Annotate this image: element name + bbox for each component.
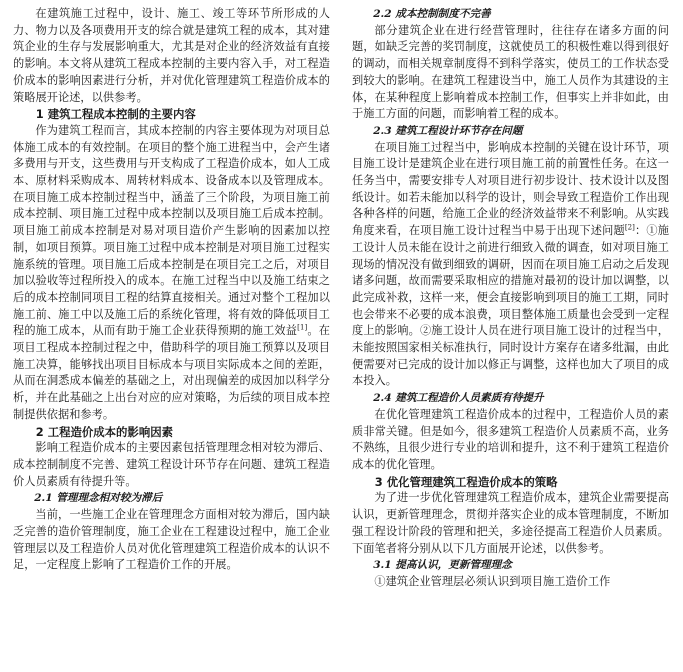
section-3-heading: 3 优化管理建筑工程造价成本的策略 [374, 474, 558, 489]
section-1-text: 作为建筑工程而言，其成本控制的内容主要体现为对项目总体施工成本的有效控制。在项目的整个施工进程当中，会产生诸多费用与开支，这些费用与开支构成了工程造价成本，如人工成本、原材料采购成本、周转材料成本、设备成本以及管理成本。在项目施工成本控制过程当中，涵盖了三个阶段，为项目施工前成本控制、项目施工过程中成本控制以及项目施工后成本控制。项目施工前成本控制是对易对项目造价产生影响的因素加以控制，如项目预算。项目施工过程中成本控制是对项目施工过程实施系统的管理。项目施工后成本控制是在项目完工之后，对项目加以验收等过程所投入的成本。在施工过程当中以及施工结束之后的成本控制同项目工程的结算直接相关。通过对整个工程加以施工前、施工中以及施工后的系统化管理，将有效的降低项目工程的施工成本，从而有助于施工企业获得预期的施工效益 [13, 123, 330, 338]
intro-paragraph: 在建筑施工过程中，设计、施工、竣工等环节所形成的人力、物力以及各项费用开支的综合就是建筑工程的成本，其对建筑企业的生存与发展影响重大，尤其是对企业的经济效益有直接的影响。本文将从建筑工程成本控制的主要内容入手，对工程造价成本的影响因素进行分析，并对优化管理建筑工程造价成本的策略展开论述，以供参考。 [13, 7, 330, 104]
subsection-2-3-text: 在项目施工过程当中，影响成本控制的关键在设计环节，项目施工设计是建筑企业在进行项目施工前的前置性任务。在这一任务当中，需要安排专人对项目进行初步设计、技术设计以及图纸设计。如若未能加以科学的设计，则会导致工程造价工作出现各种各样的问题，给施工企业的经济效益带来不利影响。从实践角度来看，在项目施工设计过程当中易于出现下述问题 [352, 140, 669, 238]
subsection-2-1-paragraph: 当前，一些施工企业在管理理念方面相对较为滞后，国内缺乏完善的造价管理制度，施工企业在工程建设过程中，施工企业管理层以及工程造价人员对优化管理建筑工程造价成本的认识不足，一定程度上影响了工程造价工作的开展。 [13, 508, 330, 572]
section-2-heading: 2 工程造价成本的影响因素 [35, 424, 173, 439]
citation-1: [1] [297, 323, 308, 332]
section-1-text-tail: 。在项目工程成本控制过程之中，借助科学的项目施工预算以及项目施工决算，能够找出项目目标成本与项目实际成本之间的差距，从而在洞悉成本偏差的基础之上，对出现偏差的成因加以科学分析，并在此基础之上出台对应的应对策略，为后续的项目成本控制提供依据和参考。 [13, 324, 330, 421]
subsection-3-1-heading: 3.1 提高认识，更新管理理念 [373, 559, 512, 572]
left-column [13, 6, 330, 574]
subsection-2-4-heading: 2.4 建筑工程造价人员素质有待提升 [373, 392, 544, 405]
right-column [352, 6, 669, 591]
subsection-3-1-paragraph: ①建筑企业管理层必须认识到项目施工造价工作 [374, 574, 611, 588]
subsection-2-1-heading: 2.1 管理理念相对较为滞后 [34, 492, 163, 505]
section-3-paragraph: 为了进一步优化管理建筑工程造价成本，建筑企业需要提高认识，更新管理理念，贯彻并落实企业的成本管理制度，不断加强工程设计阶段的管理和把关，多途径提高工程造价人员素质。下面笔者将分别从以下几方面展开论述，以供参考。 [352, 491, 669, 555]
section-1-heading: 1 建筑工程成本控制的主要内容 [35, 107, 196, 122]
subsection-2-4-paragraph: 在优化管理建筑工程造价成本的过程中，工程造价人员的素质非常关键。但是如今，很多建筑工程造价人员素质不高，业务不熟练，且很少进行专业的培训和提升，这不利于建筑工程造价成本的优化管理。 [352, 407, 669, 471]
citation-2: [2] [624, 223, 635, 232]
subsection-2-3-text-tail: ：①施工设计人员未能在设计之前进行细致入微的调查，如对项目施工现场的情况没有做到细致的调研，因而在项目施工启动之后发现诸多问题，故而需要采取相应的措施对最初的设计加以调整，以此完成补救，这样一来，便会直接影响到项目的施工工期，同时也会带来不必要的成本浪费，项目整体施工质量也会受到一定程度上的影响。②施工设计人员在进行项目施工设计的过程当中，未能按照国家相关标准执行，同时设计方案存在诸多纰漏，由此便需要对已完成的设计加以修正与调整，这样也加大了项目的成本投入。 [352, 224, 669, 388]
subsection-2-2-paragraph: 部分建筑企业在进行经营管理时，往往存在诸多方面的问题，如缺乏完善的奖罚制度，这就使员工的积极性难以得到很好的调动，而相关规章制度得不到科学落实，使员工的工作状态受到较大的影响。在建筑工程建设当中，施工人员作为其建设的主体，在某种程度上影响着成本控制工作，但事实上并非如此，由于施工方面的问题，而影响着工程的成本。 [352, 23, 669, 121]
section-1-paragraph [13, 123, 330, 424]
subsection-2-3-heading: 2.3 建筑工程设计环节存在问题 [373, 124, 523, 137]
section-2-paragraph: 影响工程造价成本的主要因素包括管理理念相对较为滞后、成本控制制度不完善、建筑工程设计环节存在问题、建筑工程造价人员素质有待提升等。 [13, 441, 330, 488]
subsection-2-2-heading: 2.2 成本控制制度不完善 [373, 8, 491, 20]
subsection-2-3-paragraph [352, 140, 669, 391]
